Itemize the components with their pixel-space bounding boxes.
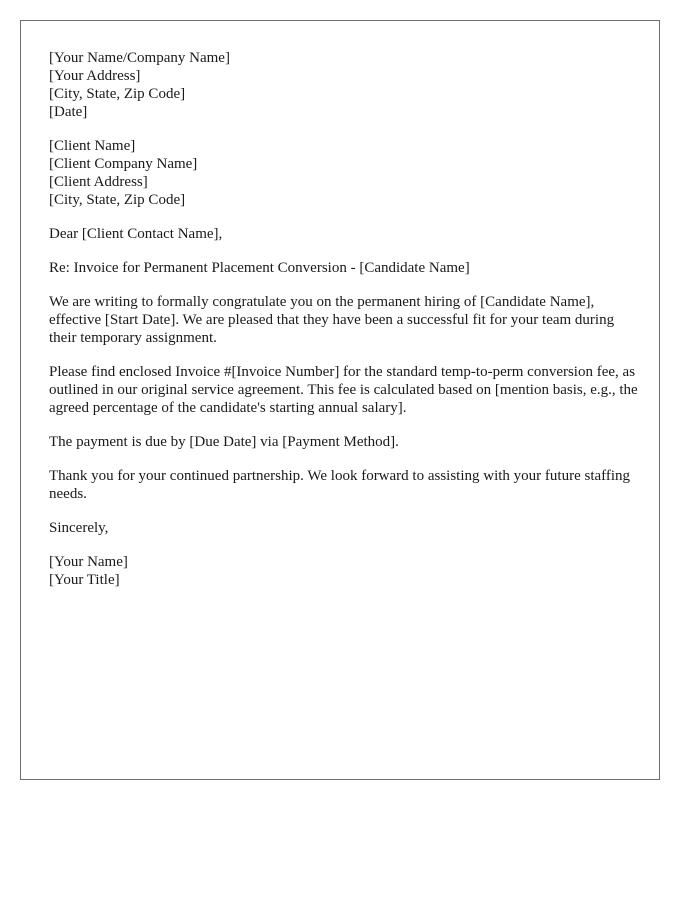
recipient-block	[49, 137, 639, 209]
signature-name: [Your Name]	[49, 554, 128, 570]
salutation: Dear [Client Contact Name],	[49, 226, 223, 242]
recipient-company: [Client Company Name]	[49, 156, 198, 172]
closing: Sincerely,	[49, 520, 109, 536]
sender-city-state-zip: [City, State, Zip Code]	[49, 86, 186, 102]
body-paragraph-thanks: Thank you for your continued partnership. We look forward to assisting with your future staffing needs.	[49, 468, 631, 502]
signature-title: [Your Title]	[49, 572, 120, 588]
recipient-city-state-zip: [City, State, Zip Code]	[49, 192, 186, 208]
body-paragraph-payment: The payment is due by [Due Date] via [Payment Method].	[49, 434, 399, 450]
subject-line: Re: Invoice for Permanent Placement Conversion - [Candidate Name]	[49, 260, 470, 276]
body-paragraph-congratulations: We are writing to formally congratulate you on the permanent hiring of [Candidate Name], effective [Start Date]. We are pleased that they have been a successful fit for your team during their temporary assignment.	[49, 294, 615, 346]
signature-block	[49, 553, 639, 589]
recipient-name: [Client Name]	[49, 138, 136, 154]
letter-page	[20, 20, 660, 780]
letter-content	[49, 49, 639, 605]
sender-name: [Your Name/Company Name]	[49, 50, 230, 66]
sender-block	[49, 49, 639, 121]
recipient-address: [Client Address]	[49, 174, 148, 190]
sender-address: [Your Address]	[49, 68, 141, 84]
body-paragraph-invoice: Please find enclosed Invoice #[Invoice Number] for the standard temp-to-perm conversion fee, as outlined in our original service agreement. This fee is calculated based on [mention basis, e.g., the agreed percentage of the candidate's starting annual salary].	[49, 364, 638, 416]
letter-date: [Date]	[49, 104, 88, 120]
